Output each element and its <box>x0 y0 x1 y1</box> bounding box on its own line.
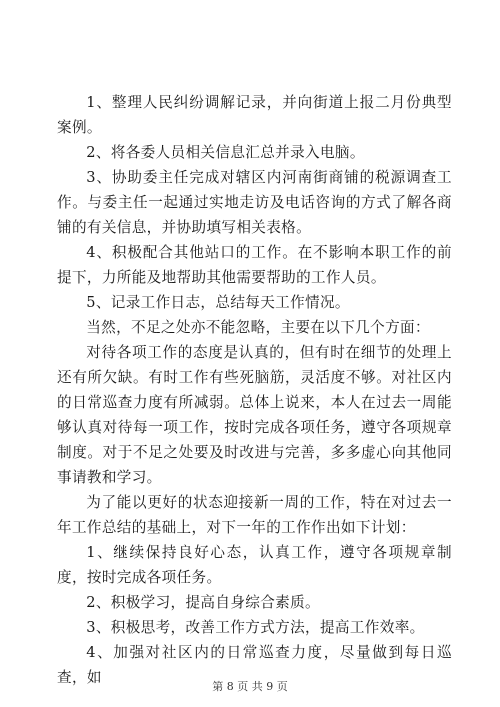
paragraph: 2、积极学习，提高自身综合素质。 <box>86 594 320 611</box>
paragraph: 4、加强对社区内的日常巡查力度，尽量做到每日巡查，如 <box>57 644 452 686</box>
paragraph: 4、积极配合其他站口的工作。在不影响本职工作的前提下，力所能及地帮助其他需要帮助的工作人员。 <box>57 244 452 286</box>
paragraph: 对待各项工作的态度是认真的，但有时在细节的处理上还有所欠缺。有时工作有些死脑筋，灵活度不够。对社区内的日常巡查力度有所减弱。总体上说来，本人在过去一周能够认真对待每一项工作，按时完成各项任务，遵守各项规章制度。对于不足之处要及时改进与完善，多多虚心向其他同事请教和学习。 <box>57 344 452 486</box>
paragraph: 3、协助委主任完成对辖区内河南街商铺的税源调查工作。与委主任一起通过实地走访及电话咨询的方式了解各商铺的有关信息，并协助填写相关表格。 <box>57 169 452 236</box>
paragraph: 1、整理人民纠纷调解记录，并向街道上报二月份典型案例。 <box>57 94 452 136</box>
paragraph: 3、积极思考，改善工作方式方法，提高工作效率。 <box>86 619 425 636</box>
paragraph: 当然，不足之处亦不能忽略，主要在以下几个方面： <box>86 319 430 336</box>
page-number-footer: 第 8 页 共 9 页 <box>212 680 288 693</box>
paragraph: 5、记录工作日志，总结每天工作情况。 <box>86 294 350 311</box>
document-body <box>57 90 452 690</box>
paragraph: 1、继续保持良好心态，认真工作，遵守各项规章制度，按时完成各项任务。 <box>57 544 452 586</box>
paragraph: 为了能以更好的状态迎接新一周的工作，特在对过去一年工作总结的基础上，对下一年的工作作出如下计划： <box>57 494 452 536</box>
paragraph: 2、将各委人员相关信息汇总并录入电脑。 <box>86 144 365 161</box>
